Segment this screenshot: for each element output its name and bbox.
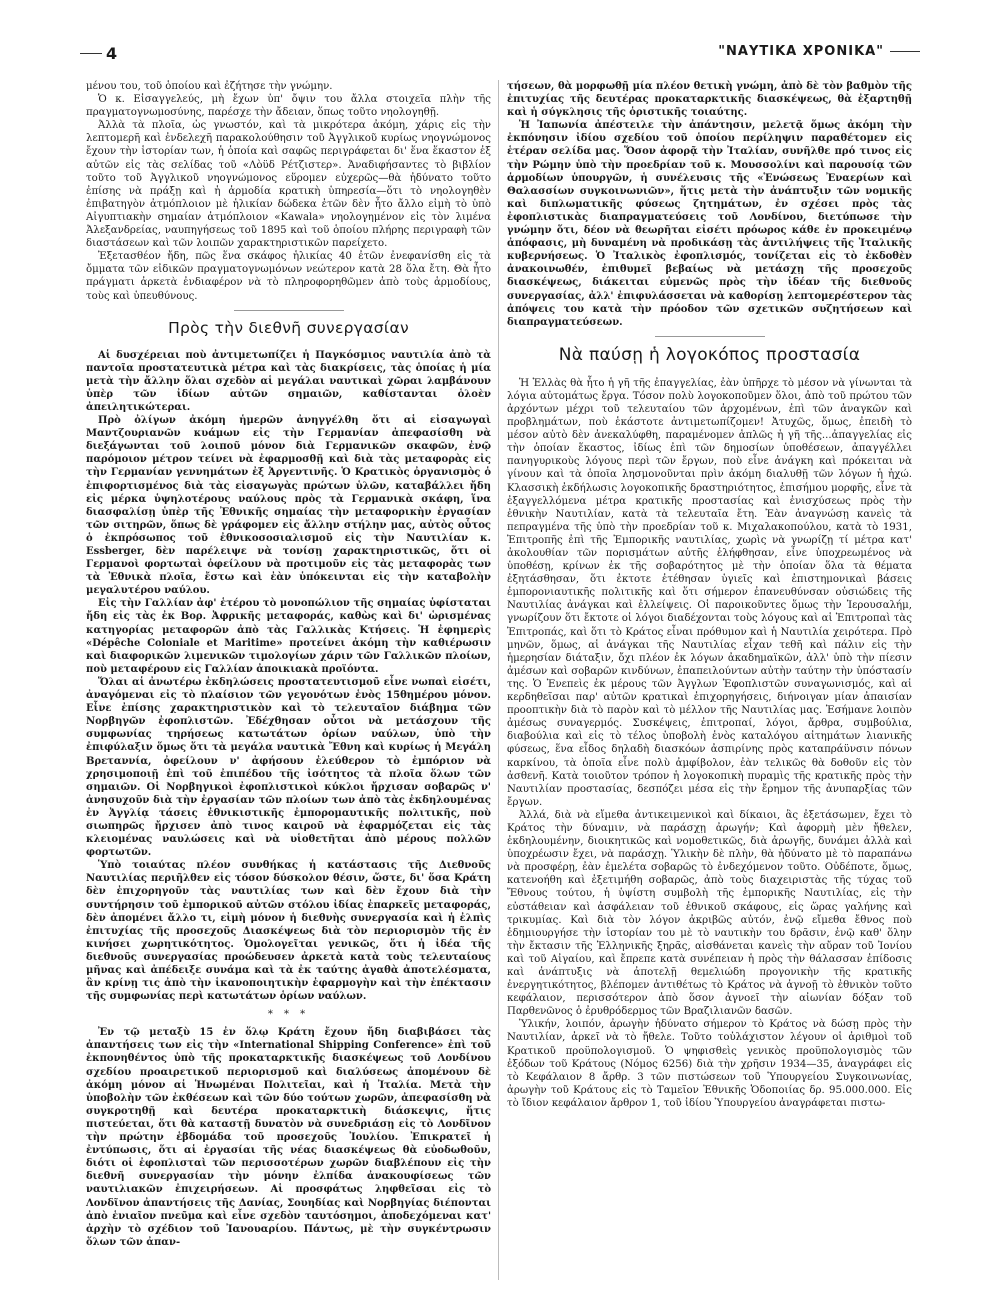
paragraph: μένου του, τοῦ ὁποίου καὶ ἐζήτησε τὴν γνώμην. — [86, 81, 333, 92]
paragraph: Ἐξετασθέον ἤδη, πῶς ἕνα σκάφος ἡλικίας 40 ἐτῶν ἐνεφανίσθη εἰς τὰ ὄμματα τῶν εἰδικῶν πραγματογνωμόνων νεώτερον κατὰ 28 ὅλα ἔτη. Θὰ ἦτο πράγματι ἀρκετὰ ἐνδιαφέρον νὰ τὸ πληροφορηθῶμεν ἀπὸ τοὺς ἁρμοδίους, τοὺς καὶ ὑπευθύνους. — [86, 251, 491, 302]
paragraph: Ὁ κ. Εἰσαγγελεύς, μὴ ἔχων ὑπ' ὄψιν του ἄλλα στοιχεῖα πλὴν τῆς πραγματογνωμοσύνης, παρέσχε τὴν ἄδειαν, ὅπως τοῦτο νηολογηθῇ. — [86, 94, 491, 119]
article-body — [507, 377, 912, 1110]
section-separator — [655, 336, 765, 337]
article-continuation — [507, 80, 912, 337]
article-continuation — [86, 80, 491, 311]
paragraph: τήσεων, θὰ μορφωθῇ μία πλέον θετικὴ γνώμη, ἀπὸ δὲ τὸν βαθμὸν τῆς ἐπιτυχίας τῆς δευτέρας προκαταρκτικῆς διασκέψεως, θὰ ἐξαρτηθῇ καὶ ἡ σύγκλησις τῆς ὁριστικῆς τοιαύτης. — [507, 81, 912, 119]
paragraph: Ὑπὸ τοιαύτας πλέον συνθήκας ἡ κατάστασις τῆς Διεθνοῦς Ναυτιλίας περιῆλθεν εἰς τόσον δύσκολον θέσιν, ὥστε, δι' ὅσα Κράτη δὲν ἐπιχορηγοῦν τὰς ναυτιλίας των καὶ δὲν ἔχουν διὰ τὴν συντήρησιν τοῦ ἐμπορικοῦ αὐτῶν στόλου ἰδίας ἐπαρκεῖς μεταφοράς, δὲν ἀπομένει ἄλλο τι, εἰμὴ μόνον ἡ διεθνὴς συνεργασία καὶ ἡ ἐλπὶς ἐπιτυχίας τῆς προσεχοῦς Διασκέψεως διὰ τὸν περιορισμὸν τῆς ἐν κινήσει χωρητικότητος. Ὁμολογεῖται γενικῶς, ὅτι ἡ ἰδέα τῆς διεθνοῦς συνεργασίας προώδευσεν ἀρκετὰ κατὰ τοὺς τελευταίους μῆνας καὶ ἀπέδειξε συνάμα καὶ τὰ ἐκ ταύτης ἀγαθὰ ἀποτελέσματα, ἂν κρίνῃ τις ἀπὸ τὴν ἱκανοποιητικὴν ἐφαρμογὴν καὶ τὴν ἐπέκτασιν τῆς συμφωνίας περὶ κατωτάτων ὁρίων ναύλων. — [86, 860, 491, 1003]
page-number: 4 — [106, 44, 118, 63]
section-stars: * * * — [267, 1009, 310, 1021]
right-column — [507, 80, 912, 1110]
journal-title: "ΝΑΥΤΙΚΑ ΧΡΟΝΙΚΑ" — [718, 44, 884, 59]
header-rule — [80, 53, 102, 54]
paragraph: Ἀλλά, διὰ νὰ εἴμεθα ἀντικειμενικοὶ καὶ δίκαιοι, ἂς ἐξετάσωμεν, ἔχει τὸ Κράτος τὴν δύναμιν, νὰ παράσχῃ ἀρωγήν; Καὶ ἀφορμὴ μὲν ἤθελεν, ἐκδηλουμένην, διοικητικῶς καὶ νομοθετικῶς, διὰ ἀρωγῆς, δυνάμει ἀλλὰ καὶ ὑποχρέωσιν ἔχει, νὰ παράσχῃ. Ὑλικὴν δὲ πλὴν, θὰ ἠδύνατο μὲ τὸ παραπάνω νὰ προσφέρῃ, ἐὰν ἐμελέτα σοβαρῶς τὸ ἐνδεχόμενον τοῦτο. Οὐδέποτε, ὅμως, κατενοήθη καὶ ἐξετιμήθη σοβαρῶς, ἀπὸ τοὺς διαχειριστὰς τῆς τύχας τοῦ Ἔθνους τούτου, ἡ ὑψίστη συμβολὴ τῆς ἐμπορικῆς Ναυτιλίας, εἰς τὴν εὐστάθειαν καὶ ἀσφάλειαν τοῦ ἐθνικοῦ σκάφους, εἰς ὥρας γαλήνης καὶ τρικυμίας. Καὶ διὰ τὸν λόγον ἀκριβῶς αὐτόν, ἐνῷ εἴμεθα ἔθνος ποὺ ἐδημιουργήσε τὴν ἱστορίαν του μὲ τὸ ναυτικὴν του δρᾶσιν, ἐνῷ καθ' ὅλην τὴν ἔκτασιν τῆς Ἑλληνικῆς ξηρᾶς, αἰσθάνεται κανεὶς τὴν αὔραν τοῦ Ἰονίου καὶ τοῦ Αἰγαίου, καὶ ἔπρεπε κατὰ συνέπειαν ἡ πρὸς τὴν θάλασσαν ἐπίδοσις καὶ ἀνάπτυξις νὰ ἀποτελῇ θεμελιώδη προγονικὴν τῆς κρατικῆς ἐνεργητικότητος, βλέπομεν ἀντιθέτως τὸ Κράτος νὰ ἀγνοῇ τὸ ἐθνικὸν τοῦτο κεφάλαιον, περισσότερον ἀπὸ ὅσον ἀγνοεῖ τὴν αἰωνίαν δόξαν τοῦ Παρθενῶνος ὁ ἐρυθρόδερμος τῶν Βραζιλιανῶν δασῶν. — [507, 809, 912, 1018]
paragraph: Ἡ Ἰαπωνία ἀπέστειλε τὴν ἀπάντησιν, μελετᾷ ὅμως ἀκόμη τὴν ἐκπόνησιν ἰδίου σχεδίου τοῦ ὁποίου περίληψιν παραθέτομεν εἰς ἑτέραν σελίδα μας. Ὅσον ἀφορᾷ τὴν Ἰταλίαν, συνῆλθε πρό τινος εἰς τὴν Ρώμην ὑπὸ τὴν προεδρίαν τοῦ κ. Μουσσολίνι καὶ παρουσίᾳ τῶν ἁρμοδίων ὑπουργῶν, ἡ συνέλευσις τῆς «Ἑνώσεως Ἐναερίων καὶ Θαλασσίων συγκοινωνιῶν», ἥτις μετὰ τὴν ἀνάπτυξιν τῶν νομικῆς καὶ διπλωματικῆς φύσεως ζητημάτων, ἐν σχέσει πρὸς τὰς ἐφοπλιστικὰς διαπραγματεύσεις τοῦ Λονδίνου, διετύπωσε τὴν γνώμην ὅτι, δέον νὰ θεωρῆται εἰσέτι πρόωρος κάθε ἐν προκειμένῳ ἀπόφασις, μὴ δυναμένη νὰ προδικάσῃ τὰς ἀντιλήψεις τῆς Ἰταλικῆς κυβερνήσεως. Ὁ Ἰταλικὸς ἐφοπλισμός, τονίζεται εἰς τὸ ἐκδοθὲν ἀνακοινωθέν, ἐπιθυμεῖ βεβαίως νὰ μετάσχῃ τῆς προσεχοῦς διασκέψεως, διάκειται εὐμενῶς πρὸς τὴν ἰδέαν τῆς διεθνοῦς συνεργασίας, ἀλλ' ἐπιφυλάσσεται νὰ καθορίσῃ λεπτομερέστερον τὰς ἀπόψεις του κατὰ τὴν πρόοδον τῶν σχετικῶν συζητήσεων καὶ διαπραγματεύσεων. — [507, 120, 912, 328]
section-title: Νὰ παύσῃ ἡ λογοκόπος προστασία — [558, 344, 861, 365]
paragraph: Εἰς τὴν Γαλλίαν ἀφ' ἑτέρου τὸ μονοπώλιον τῆς σημαίας ὑφίσταται ἤδη εἰς τὰς ἐκ Βορ. Ἀφρικῆς μεταφοράς, καθὼς καὶ δι' ὡρισμένας κατηγορίας μεταφορῶν ἀπὸ τὰς Γαλλικὰς Κτήσεις. Ἡ ἐφημερὶς «Dépêche Coloniale et Maritime» προτείνει ἀκόμη τὴν καθιέρωσιν καὶ διαφορικῶν λιμενικῶν τιμολογίων χάριν τῶν Γαλλικῶν πλοίων, ποὺ μεταφέρουν εἰς Γαλλίαν ἀποικιακὰ προϊόντα. — [86, 598, 491, 675]
header-left — [80, 44, 117, 63]
paragraph: Ὅλαι αἱ ἀνωτέρω ἐκδηλώσεις προστατευτισμοῦ εἶνε νωπαὶ εἰσέτι, ἀναγόμεναι εἰς τὸ πλαίσιον τῶν γεγονότων ἑνὸς 15θημέρου μόνον. Εἶνε ἐπίσης χαρακτηριστικὸν καὶ τὸ τελευταῖον διάβημα τῶν Νορβηγῶν ἐφοπλιστῶν. Ἐδέχθησαν οὗτοι νὰ μετάσχουν τῆς συμφωνίας τηρήσεως κατωτάτων ὁρίων ναύλων, ὑπὸ τὴν ἐπιφύλαξιν ὅμως ὅτι τὰ μεγάλα ναυτικὰ Ἔθνη καὶ κυρίως ἡ Μεγάλη Βρεταννία, ὀφείλουν ν' ἀφήσουν ἐλεύθερον τὸ ἐμπόριον νὰ χρησιμοποιῇ ἐπὶ τοῦ ἐπιπέδου τῆς ἰσότητος τὰ πλοῖα ὅλων τῶν σημαιῶν. Οἱ Νορβηγικοὶ ἐφοπλιστικοὶ κύκλοι ἤρχισαν σοβαρῶς ν' ἀνησυχοῦν διὰ τὴν ἐργασίαν τῶν πλοίων των ἀπὸ τὰς ἐκδηλουμένας ἐν Ἀγγλίᾳ τάσεις ἐθνικιστικῆς ἐμπορομαυτικῆς πολιτικῆς, ποὺ σιωπηρῶς ἤρχισεν ἀπὸ τινος καιροῦ νὰ ἐφαρμόζεται εἰς τὰς κλειομένας ναυλώσεις καὶ νὰ υἱοθετῆται ἀπὸ μέρους πολλῶν φορτωτῶν. — [86, 676, 491, 859]
left-column — [86, 80, 491, 1249]
page-header — [80, 44, 920, 70]
paragraph: Ἐν τῷ μεταξὺ 15 ἐν ὅλῳ Κράτη ἔχουν ἤδη διαβιβάσει τὰς ἀπαντήσεις των εἰς τὴν «International Shipping Conference» ἐπὶ τοῦ ἐκπονηθέντος ὑπὸ τῆς προκαταρκτικῆς διασκέψεως τοῦ Λονδίνου σχεδίου προαιρετικοῦ περιορισμοῦ καὶ διαλύσεως ἀπομένουν δὲ ἀκόμη μόνον αἱ Ἡνωμέναι Πολιτεῖαι, καὶ ἡ Ἰταλία. Μετὰ τὴν ὑποβολὴν τῶν ἐκθέσεων καὶ τῶν δύο τούτων χωρῶν, ἀπεφασίσθη νὰ συγκροτηθῇ καὶ δευτέρα προκαταρκτικὴ διάσκεψις, ἥτις πιστεύεται, ὅτι θὰ καταστῇ δυνατὸν νὰ συνεδριάσῃ εἰς τὸ Λονδῖνον τὴν πρώτην ἑβδομάδα τοῦ προσεχοῦς Ἰουλίου. Ἐπικρατεῖ ἡ ἐντύπωσις, ὅτι αἱ ἐργασίαι τῆς νέας διασκέψεως θὰ εὐοδωθοῦν, διότι οἱ ἐφοπλισταὶ τῶν περισσοτέρων χωρῶν διαβλέπουν εἰς τὴν διεθνῆ συνεργασίαν τὴν μόνην ἐλπίδα ἀνακουφίσεως τῶν ναυτιλιακῶν ἐπιχειρήσεων. Αἱ προσφάτως ληφθεῖσαι εἰς τὸ Λονδῖνον ἀπαντήσεις τῆς Δανίας, Σουηδίας καὶ Νορβηγίας διέπονται ἀπὸ ἑνιαῖον πνεῦμα καὶ εἶνε σχεδὸν ταυτόσημοι, ἀποδεχόμεναι κατ' ἀρχὴν τὸ σχέδιον τοῦ Ἰανουαρίου. Πάντως, μὲ τὴν συγκέντρωσιν ὅλων τῶν ἀπαν- — [86, 1027, 491, 1248]
article-body — [86, 349, 491, 1249]
column-divider — [498, 80, 499, 1280]
section-separator — [234, 310, 344, 311]
paragraph: Ὑλικήν, λοιπόν, ἀρωγὴν ἠδύνατο σήμερον τὸ Κράτος νὰ δώσῃ πρὸς τὴν Ναυτιλίαν, ἀρκεῖ νὰ τὸ ἤθελε. Τοῦτο τοὐλάχιστον λέγουν οἱ ἀριθμοὶ τοῦ Κρατικοῦ προϋπολογισμοῦ. Ὁ ψηφισθεὶς γενικὸς προϋπολογισμὸς τῶν ἐξόδων τοῦ Κράτους (Νόμος 6256) διὰ τὴν χρῆσιν 1934—35, ἀναγράφει εἰς τὸ Κεφάλαιον 8 ἄρθρ. 3 τῶν πιστώσεων τοῦ Ὑπουργείου Συγκοινωνίας, ἀρωγὴν τοῦ Κράτους εἰς τὸ Ταμεῖον Ἐθνικῆς Ὁδοποιίας δρ. 95.000.000. Εἰς τὸ ἴδιον κεφάλαιον ἄρθρον 1, τοῦ ἰδίου Ὑπουργείου ἀναγράφεται πιστω- — [507, 1019, 912, 1109]
section-title: Πρὸς τὴν διεθνῆ συνεργασίαν — [168, 318, 409, 337]
paragraph: Πρὸ ὀλίγων ἀκόμη ἡμερῶν ἀνηγγέλθη ὅτι αἱ εἰσαγωγαὶ Μαντζουριανῶν κυάμων εἰς τὴν Γερμανίαν ἀπεφασίσθη νὰ διεξάγωνται τοῦ λοιποῦ μόνον διὰ Γερμανικῶν σκαφῶν, ἐνῷ παρόμοιον μέτρον τείνει νὰ ἐφαρμοσθῇ καὶ διὰ τὰς μεταφορὰς εἰς τὴν Γερμανίαν γεννημάτων ἐξ Ἀργεντινῆς. Ὁ Κρατικὸς ὀργανισμὸς ὁ ἐπιφορτισμένος διὰ τὰς εἰσαγωγὰς πρώτων ὑλῶν, καταβάλλει ἤδη εἰς μέρκα ὑψηλοτέρους ναύλους πρὸς τὰ Γερμανικὰ σκάφη, ἵνα διασφαλίσῃ ὑπὲρ τῆς Ἐθνικῆς σημαίας τὴν μεταφορικὴν ἐργασίαν τῶν σιτηρῶν, ὅπως δὲ γράφομεν εἰς ἄλλην στήλην μας, αὐτὸς οὗτος ὁ ἐκπρόσωπος τοῦ ἐθνικοσοσιαλισμοῦ εἰς τὴν Ναυτιλίαν κ. Essberger, δὲν παρέλειψε νὰ τονίσῃ χαρακτηριστικῶς, ὅτι οἱ Γερμανοὶ φορτωταὶ ὀφείλουν νὰ προτιμοῦν εἰς τὰς μεταφορὰς των τὰ Ἐθνικὰ πλοῖα, ἔστω καὶ ἐὰν ὑπόκεινται εἰς τὴν καταβολὴν μεγαλυτέρου ναύλου. — [86, 415, 491, 597]
paragraph: Ἡ Ἑλλὰς θὰ ἦτο ἡ γῆ τῆς ἐπαγγελίας, ἐὰν ὑπῆρχε τὸ μέσον νὰ γίνωνται τὰ λόγια αὐτομάτως ἔργα. Τόσον πολὺ λογοκοποῦμεν ὅλοι, ἀπὸ τοῦ πρώτου τῶν ἀρχόντων μέχρι τοῦ τελευταίου τῶν ἀρχομένων, ἐπὶ τῶν ἀναγκῶν καὶ προβλημάτων, ποὺ ἑκάστοτε ἀντιμετωπίζομεν! Ἀτυχῶς, ὅμως, ἐπειδὴ τὸ μέσον αὐτὸ δὲν ἀνεκαλύφθη, παραμένομεν ἁπλῶς ἡ γῆ τῆς...ἀπαγγελίας εἰς τὴν ὁποίαν ἕκαστος, ἰδίως ἐπὶ τῶν δημοσίων ὑποθέσεων, ἀπαγγέλλει πανηγυρικοὺς λόγους περὶ τῶν ἔργων, ποὺ εἶνε ἀνάγκη καὶ πρόκειται νὰ γίνουν καὶ τὰ ὁποῖα λησμονοῦνται πρὶν ἀκόμη διαλυθῇ τῶν λόγων ἡ ἠχώ. Κλασσικὴ ἐκδήλωσις λογοκοπικῆς δραστηριότητος, ἐπισήμου μορφῆς, εἶνε τὰ ἐξαγγελλόμενα μέτρα κρατικῆς προστασίας καὶ ἐνισχύσεως πρὸς τὴν ἐθνικὴν Ναυτιλίαν, κατὰ τὰ τελευταῖα ἔτη. Ἐὰν ἀναγνώσῃ κανεὶς τὰ πεπραγμένα τῆς ὑπὸ τὴν προεδρίαν τοῦ κ. Μιχαλακοπούλου, κατὰ τὸ 1931, Ἐπιτροπῆς ἐπὶ τῆς Ἐμπορικῆς ναυτιλίας, χωρὶς νὰ γνωρίζῃ τί μέτρα κατ' ἀκολουθίαν τῶν πορισμάτων αὐτῆς ἐλήφθησαν, εἶνε ὑποχρεωμένος νὰ ὑποθέσῃ, κρίνων ἐκ τῆς σοβαρότητος μὲ τὴν ὁποίαν ὅλα τὰ θέματα ἐξητάσθησαν, ὅτι ἐκτοτε ἐτέθησαν ὑγιεῖς καὶ ἐπιστημονικαὶ βάσεις ἐμπορονιαυτικῆς πολιτικῆς καὶ ὅτι σήμερον ἐπανευθύνσαν οὐσιώδεις τῆς Ναυτιλίας ἀνάγκαι καὶ ἐλλείψεις. Οἱ παροικοῦντες ὅμως τὴν Ἱερουσαλήμ, γνωρίζουν ὅτι ἔκτοτε οἱ λόγοι διαδέχονται τοὺς λόγους καὶ αἱ Ἐπιτροπαὶ τὰς Ἐπιτροπάς, καὶ ὅτι τὸ Κράτος εἶναι πρόθυμον καὶ ἡ Ναυτιλία χειρότερα. Πρὸ μηνῶν, ὅμως, αἱ ἀνάγκαι τῆς Ναυτιλίας εἶχαν τεθῆ καὶ πάλιν εἰς τὴν ἡμερησίαν διάταξιν, ὄχι πλέον ἐκ λόγων ἀκαδημαϊκῶν, ἀλλ' ὑπὸ τὴν πίεσιν ἀμέσων καὶ σοβαρῶν κινδύνων, ἐπαπειλούντων αὐτὴν ταύτην τὴν ὑπόστασίν της. Ὁ Ἐνεπεὶς ἐκ μέρους τῶν Ἀγγλων Ἐφοπλιστῶν συναγωνισμός, καὶ αἱ κερδηθεῖσαι παρ' αὐτῶν κρατικαὶ ἐπιχορηγήσεις, διήνοιγαν μίαν ἀπαισίαν προοπτικὴν διὰ τὸ παρὸν καὶ τὸ μέλλον τῆς Ναυτιλίας μας. Ἐσήμανε λοιπὸν ἀμέσως συναγερμός. Συσκέψεις, ἐπιτροπαί, λόγοι, ἄρθρα, συμβούλια, διαβούλια καὶ εἰς τὸ τέλος ὑποβολὴ ἑνὸς καταλόγου αἰτημάτων λιανικῆς φύσεως, ἕνα εἶδος δηλαδὴ διασκόων ἀσπιρίνης πρὸς καταπράϋνσιν πόνων καρκίνου, τὰ ὁποῖα εἶνε πολὺ ἀμφίβολον, ἐὰν τελικῶς θὰ δοθοῦν εἰς τὸν ἀσθενῆ. Κατὰ τοιοῦτον τρόπον ἡ λογοκοπικὴ πυραμὶς τῆς κρατικῆς πρὸς τὴν Ναυτιλίαν προστασίας, δεσπόζει μέσα εἰς τὴν ἔρημον τῆς ἀνυπαρξίας τῶν ἔργων. — [507, 377, 912, 808]
paragraph: Ἀλλὰ τὰ πλοῖα, ὡς γνωστόν, καὶ τὰ μικρότερα ἀκόμη, χάρις εἰς τὴν λεπτομερῆ καὶ ἐνδελεχῆ παρακολούθησιν τοῦ Ἀγγλικοῦ κυρίως νηογνώμονος ἔχουν τὴν ἱστορίαν των, ἡ ὁποία καὶ σαφῶς περιγράφεται δι' ἕνα ἕκαστον ἐξ αὐτῶν εἰς τὰς σελίδας τοῦ «Λὸϋδ Ρέτζιστερ». Ἀναδιφήσαντες τὸ βιβλίον τοῦτο τοῦ Ἀγγλικοῦ νηογνώμονος εὕρομεν εὐχερῶς—θὰ ἠδύνατο τοῦτο ἐπίσης νὰ πράξῃ καὶ ἡ ἁρμοδία κρατικὴ ὑπηρεσία—ὅτι τὸ νηολογηθὲν ἐπιβατηγὸν ἀτμόπλοιον μὲ ἡλικίαν δώδεκα ἐτῶν δὲν ἦτο ἄλλο εἰμὴ τὸ ὑπὸ Αἰγυπτιακὴν σημαίαν ἀτμόπλοιον «Kawala» νηολογημένον εἰς τὸν λιμένα Ἀλεξανδρείας, ναυπηγήσεως τοῦ 1895 καὶ τοῦ ὁποίου πλήρης περιγραφὴ τῶν διαστάσεων καὶ τῶν λοιπῶν χαρακτηριστικῶν παρείχετο. — [86, 120, 491, 250]
header-rule — [890, 51, 920, 52]
paragraph: Αἱ δυσχέρειαι ποὺ ἀντιμετωπίζει ἡ Παγκόσμιος ναυτιλία ἀπὸ τὰ παντοῖα προστατευτικὰ μέτρα καὶ τὰς διακρίσεις, τὰς ὁποίας ἡ μία μετὰ τὴν ἄλλην ὅλαι σχεδὸν αἱ μεγάλαι ναυτικαὶ χῶραι λαμβάνουν ὑπὲρ τῶν ἰδίων αὐτῶν σημαιῶν, καθίστανται ὁλοὲν ἀπειλητικώτεραι. — [86, 349, 491, 413]
header-right — [718, 44, 920, 59]
